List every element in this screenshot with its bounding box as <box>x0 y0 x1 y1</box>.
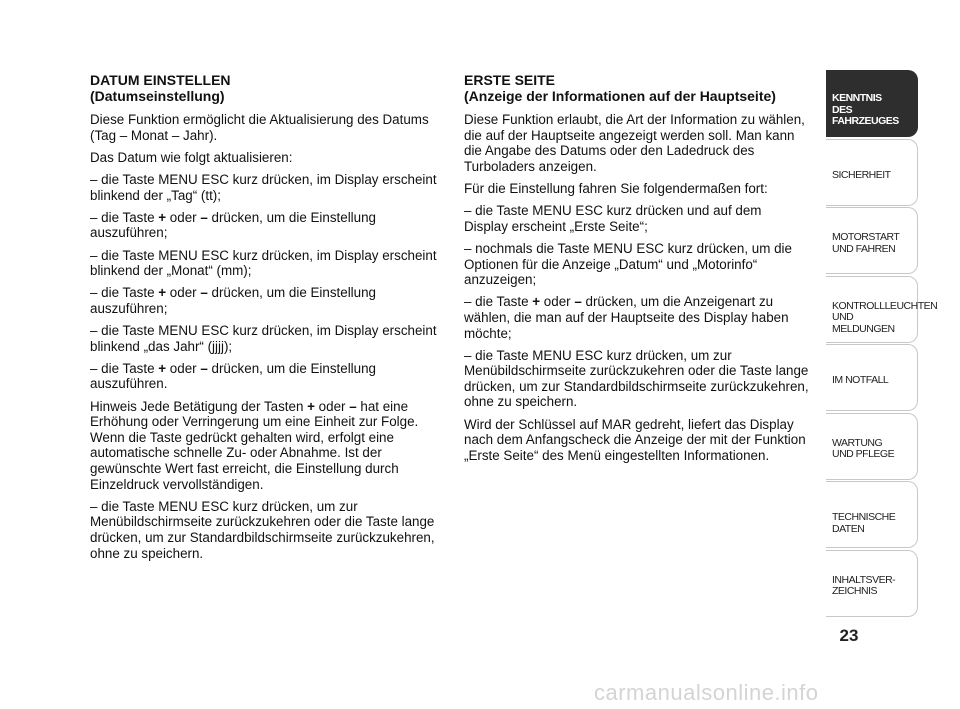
minus-symbol: – <box>349 398 357 414</box>
page-number: 23 <box>839 626 859 645</box>
tab-technische-daten[interactable]: TECHNISCHE DATEN <box>826 481 918 548</box>
section-heading-erste-seite: ERSTE SEITE (Anzeige der Informationen auf der Hauptseite) <box>464 72 776 104</box>
plus-symbol: + <box>158 360 167 376</box>
tab-inhaltsverzeichnis[interactable]: INHALTSVER- ZEICHNIS <box>826 550 918 617</box>
paragraph: – die Taste MENU ESC kurz drücken, im Display erscheint blinkend der „Tag“ (tt); <box>90 171 437 203</box>
paragraph: Diese Funktion ermöglicht die Aktualisierung des Datums (Tag – Monat – Jahr). <box>90 112 429 143</box>
minus-symbol: – <box>200 360 208 376</box>
tab-im-notfall[interactable]: IM NOTFALL <box>826 344 918 411</box>
section-heading-datum: DATUM EINSTELLEN (Datumseinstellung) <box>90 72 231 104</box>
watermark: carmanualsonline.info <box>594 680 819 705</box>
tab-motorstart-und-fahren[interactable]: MOTORSTART UND FAHREN <box>826 207 918 274</box>
tab-wartung-und-pflege[interactable]: WARTUNG UND PFLEGE <box>826 413 918 480</box>
left-column <box>90 72 438 568</box>
paragraph: Das Datum wie folgt aktualisieren: <box>90 149 293 165</box>
paragraph: Hinweis Jede Betätigung der Tasten + oder – hat eine Erhöhung oder Verringerung um eine Einheit zur Folge. Wenn die Taste gedrückt gehalten wird, erfolgt eine automatische schnelle Zu- oder Abnahme. Ist der gewünschte Wert fast erreicht, die Einstellung durch Einzeldruck vervollständigen. <box>90 398 419 492</box>
paragraph: – die Taste MENU ESC kurz drücken, um zur Menübildschirmseite zurückzukehren oder die Taste lange drücken, um zur Standardbildschirmseite zurückzukehren, ohne zu speichern. <box>464 347 809 410</box>
paragraph: – die Taste + oder – drücken, um die Einstellung auszuführen. <box>90 360 377 392</box>
tab-kenntnis-des-fahrzeuges[interactable]: KENNTNIS DES FAHRZEUGES <box>826 70 918 137</box>
paragraph: Wird der Schlüssel auf MAR gedreht, liefert das Display nach dem Anfangscheck die Anzeige der mit der Funktion „Erste Seite“ des Menü eingestellten Informationen. <box>464 416 806 463</box>
paragraph: – die Taste MENU ESC kurz drücken, um zur Menübildschirmseite zurückzukehren oder die Taste lange drücken, um zur Standardbildschirmseite zurückzukehren, ohne zu speichern. <box>90 498 435 561</box>
chapter-tabs <box>826 70 938 618</box>
paragraph: – die Taste + oder – drücken, um die Anzeigenart zu wählen, die man auf der Hauptseite des Display haben möchte; <box>464 294 789 341</box>
minus-symbol: – <box>200 209 208 225</box>
paragraph: – die Taste + oder – drücken, um die Einstellung auszuführen; <box>90 285 377 316</box>
plus-symbol: + <box>532 294 541 310</box>
paragraph: – die Taste MENU ESC kurz drücken und auf dem Display erscheint „Erste Seite“; <box>464 203 762 234</box>
plus-symbol: + <box>158 285 167 301</box>
minus-symbol: – <box>200 285 208 301</box>
paragraph: – die Taste + oder – drücken, um die Einstellung auszuführen; <box>90 209 377 241</box>
tab-kontrollleuchten-und-meldungen[interactable]: KONTROLLLEUCHTEN UND MELDUNGEN <box>826 276 918 343</box>
paragraph: – die Taste MENU ESC kurz drücken, im Display erscheint blinkend der „Monat“ (mm); <box>90 247 437 279</box>
paragraph: Für die Einstellung fahren Sie folgendermaßen fort: <box>464 180 768 196</box>
plus-symbol: + <box>307 398 315 414</box>
plus-symbol: + <box>158 209 167 225</box>
right-column <box>464 72 809 470</box>
tab-sicherheit[interactable]: SICHERHEIT <box>826 139 918 206</box>
paragraph: – nochmals die Taste MENU ESC kurz drücken, um die Optionen für die Anzeige „Datum“ und „Motorinfo“ anzuzeigen; <box>464 240 792 288</box>
minus-symbol: – <box>574 294 582 310</box>
paragraph: Diese Funktion erlaubt, die Art der Information zu wählen, die auf der Hauptseite angezeigt werden soll. Man kann die Angabe des Datums oder den Ladedruck des Turboladers anzeigen. <box>464 112 805 174</box>
paragraph: – die Taste MENU ESC kurz drücken, im Display erscheint blinkend „das Jahr“ (jjjj); <box>90 323 437 354</box>
